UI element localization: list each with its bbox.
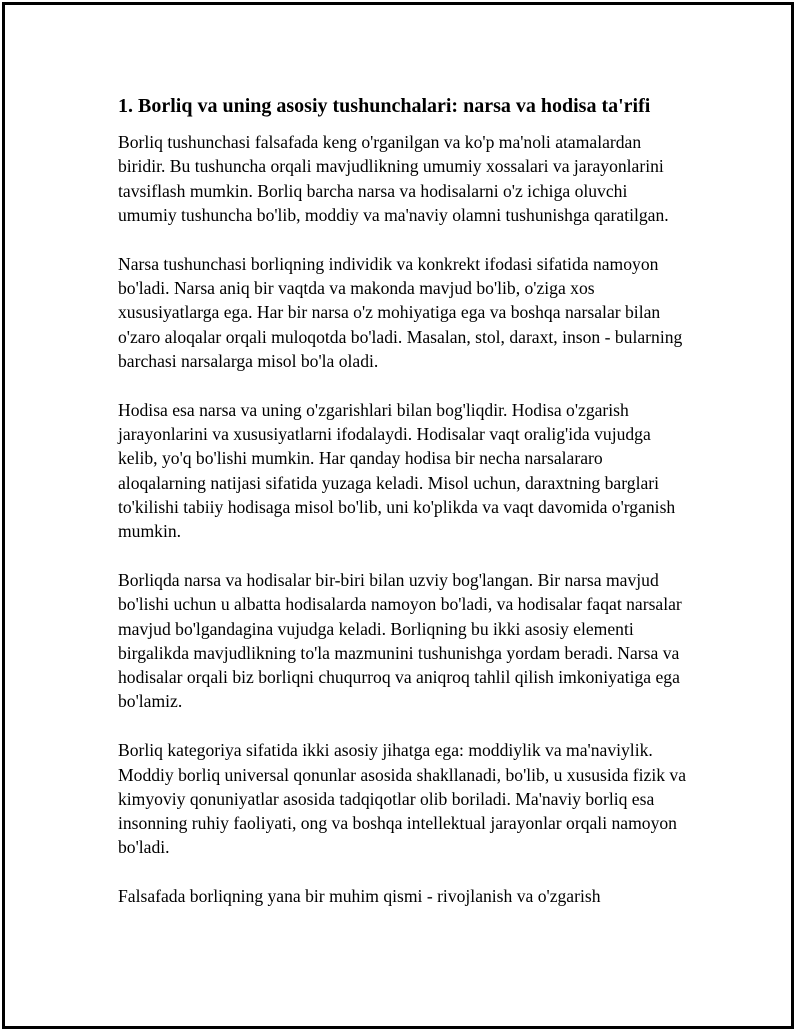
- document-body: [118, 92, 688, 933]
- paragraph-hodisa: Hodisa esa narsa va uning o'zgarishlari bilan bog'liqdir. Hodisa o'zgarish jarayonlarini va xususiyatlarni ifodalaydi. Hodisalar vaqt oralig'ida vujudga kelib, yo'q bo'lishi mumkin. Har qanday hodisa bir necha narsalararo aloqalarning natijasi sifatida yuzaga keladi. Misol uchun, daraxtning barglari to'kilishi tabiiy hodisaga misol bo'lib, uni ko'plikda va vaqt davomida o'rganish mumkin.: [118, 399, 676, 542]
- paragraph-relationship: Borliqda narsa va hodisalar bir-biri bilan uzviy bog'langan. Bir narsa mavjud bo'lishi uchun u albatta hodisalarda namoyon bo'ladi, va hodisalar faqat narsalar mavjud bo'lgandagina vujudga keladi. Borliqning bu ikki asosiy elementi birgalikda mavjudlikning to'la mazmunini tushunishga yordam beradi. Narsa va hodisalar orqali biz borliqni chuqurroq va aniqroq tahlil qilish imkoniyatiga ega bo'lamiz.: [118, 569, 682, 712]
- paragraph-development: Falsafada borliqning yana bir muhim qismi - rivojlanish va o'zgarish: [118, 886, 601, 907]
- paragraph-borliq-definition: Borliq tushunchasi falsafada keng o'rganilgan va ko'p ma'noli atamalardan biridir. Bu tushuncha orqali mavjudlikning umumiy xossalari va jarayonlarini tavsiflash mumkin. Borliq barcha narsa va hodisalarni o'z ichiga oluvchi umumiy tushuncha bo'lib, moddiy va ma'naviy olamni tushunishga qaratilgan.: [118, 132, 669, 225]
- section-heading: 1. Borliq va uning asosiy tushunchalari: narsa va hodisa ta'rifi: [118, 95, 651, 117]
- paragraph-narsa: Narsa tushunchasi borliqning individik va konkrekt ifodasi sifatida namoyon bo'ladi. Narsa aniq bir vaqtda va makonda mavjud bo'lib, o'ziga xos xususiyatlarga ega. Har bir narsa o'z mohiyatiga ega va boshqa narsalar bilan o'zaro aloqalar orqali muloqotda bo'ladi. Masalan, stol, daraxt, inson - bularning barchasi narsalarga misol bo'la oladi.: [118, 253, 683, 371]
- paragraph-categories: Borliq kategoriya sifatida ikki asosiy jihatga ega: moddiylik va ma'naviylik. Moddiy borliq universal qonunlar asosida shakllanadi, bo'lib, u xususida fizik va kimyoviy qonuniyatlar asosida tadqiqotlar olib boriladi. Ma'naviy borliq esa insonning ruhiy faoliyati, ong va boshqa intellektual jarayonlar orqali namoyon bo'ladi.: [118, 740, 687, 858]
